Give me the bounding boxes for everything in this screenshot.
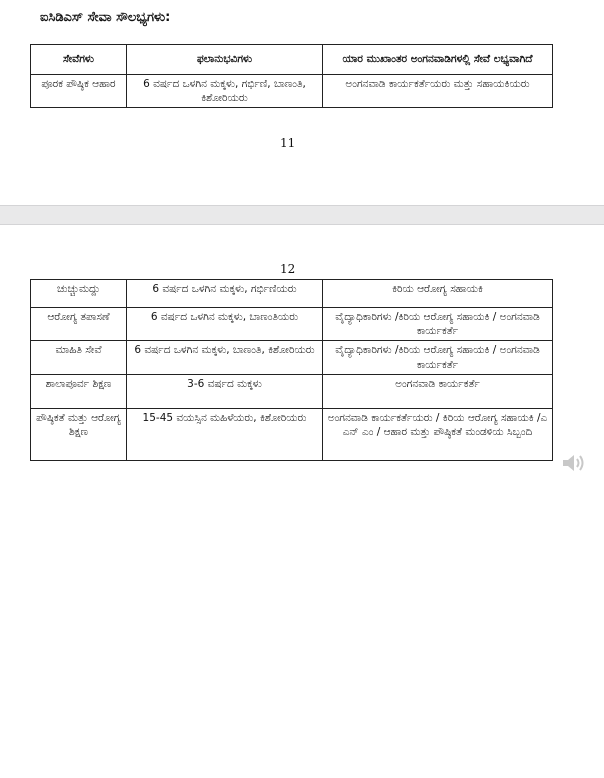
cell-provider: ಕಿರಿಯ ಆರೋಗ್ಯ ಸಹಾಯಕಿ xyxy=(323,280,553,308)
cell-service: ಪೂರಕ ಪೌಷ್ಠಿಕ ಆಹಾರ xyxy=(31,75,127,108)
table-row xyxy=(31,408,553,460)
speaker-icon[interactable] xyxy=(560,450,586,476)
cell-provider: ಅಂಗನವಾಡಿ ಕಾರ್ಯಕರ್ತೆ xyxy=(323,374,553,408)
cell-beneficiaries: 6 ವರ್ಷದ ಒಳಗಿನ ಮಕ್ಕಳು, ಬಾಣಂತಿ, ಕಿಶೋರಿಯರು xyxy=(127,341,323,374)
page-number: 12 xyxy=(280,262,296,276)
services-table-continued xyxy=(30,279,553,461)
document-page-11 xyxy=(0,0,604,205)
page-separator xyxy=(0,205,604,225)
cell-service: ಆರೋಗ್ಯ ತಪಾಸಣೆ xyxy=(31,308,127,341)
cell-service: ಪೌಷ್ಠಿಕತೆ ಮತ್ತು ಆರೋಗ್ಯ ಶಿಕ್ಷಣ xyxy=(31,408,127,460)
cell-beneficiaries: 6 ವರ್ಷದ ಒಳಗಿನ ಮಕ್ಕಳು, ಗರ್ಭಿಣಿಯರು xyxy=(127,280,323,308)
table-row xyxy=(31,341,553,374)
cell-beneficiaries: 6 ವರ್ಷದ ಒಳಗಿನ ಮಕ್ಕಳು, ಗರ್ಭಿಣಿ, ಬಾಣಂತಿ, ಕಿಶೋರಿಯರು xyxy=(127,75,323,108)
services-table-header xyxy=(30,44,553,108)
cell-service: ಮಾಹಿತಿ ಸೇವೆ xyxy=(31,341,127,374)
table-row xyxy=(31,308,553,341)
column-header-services: ಸೇವೆಗಳು xyxy=(31,45,127,75)
column-header-beneficiaries: ಫಲಾನುಭವಿಗಳು xyxy=(127,45,323,75)
cell-beneficiaries: 15-45 ವಯಸ್ಸಿನ ಮಹಿಳೆಯರು, ಕಿಶೋರಿಯರು xyxy=(127,408,323,460)
section-heading: ಐಸಿಡಿಎಸ್ ಸೇವಾ ಸೌಲಭ್ಯಗಳು: xyxy=(40,10,171,25)
table-header-row xyxy=(31,45,553,75)
table-row xyxy=(31,374,553,408)
table-row xyxy=(31,280,553,308)
cell-service: ಚುಚ್ಚುಮದ್ದು xyxy=(31,280,127,308)
cell-beneficiaries: 6 ವರ್ಷದ ಒಳಗಿನ ಮಕ್ಕಳು, ಬಾಣಂತಿಯರು xyxy=(127,308,323,341)
cell-provider: ಅಂಗನವಾಡಿ ಕಾರ್ಯಕರ್ತೆಯರು ಮತ್ತು ಸಹಾಯಕಿಯರು xyxy=(323,75,553,108)
column-header-provider: ಯಾರ ಮುಖಾಂತರ ಅಂಗನವಾಡಿಗಳಲ್ಲಿ ಸೇವೆ ಲಭ್ಯವಾಗಿದೆ xyxy=(323,45,553,75)
cell-provider: ಅಂಗನವಾಡಿ ಕಾರ್ಯಕರ್ತೆಯರು / ಕಿರಿಯ ಆರೋಗ್ಯ ಸಹಾಯಕಿ /ಎ ಎನ್ ಎಂ / ಆಹಾರ ಮತ್ತು ಪೌಷ್ಠಿಕತೆ ಮಂಡಳಿಯ ಸಿಬ್ಬಂದಿ xyxy=(323,408,553,460)
table-row xyxy=(31,75,553,108)
cell-provider: ವೈದ್ಯಾಧಿಕಾರಿಗಳು /ಕಿರಿಯ ಆರೋಗ್ಯ ಸಹಾಯಕಿ / ಅಂಗನವಾಡಿ ಕಾರ್ಯಕರ್ತೆ xyxy=(323,341,553,374)
cell-provider: ವೈದ್ಯಾಧಿಕಾರಿಗಳು /ಕಿರಿಯ ಆರೋಗ್ಯ ಸಹಾಯಕಿ / ಅಂಗನವಾಡಿ ಕಾರ್ಯಕರ್ತೆ xyxy=(323,308,553,341)
cell-service: ಶಾಲಾಪೂರ್ವ ಶಿಕ್ಷಣ xyxy=(31,374,127,408)
page-number: 11 xyxy=(280,136,296,150)
cell-beneficiaries: 3-6 ವರ್ಷದ ಮಕ್ಕಳು xyxy=(127,374,323,408)
